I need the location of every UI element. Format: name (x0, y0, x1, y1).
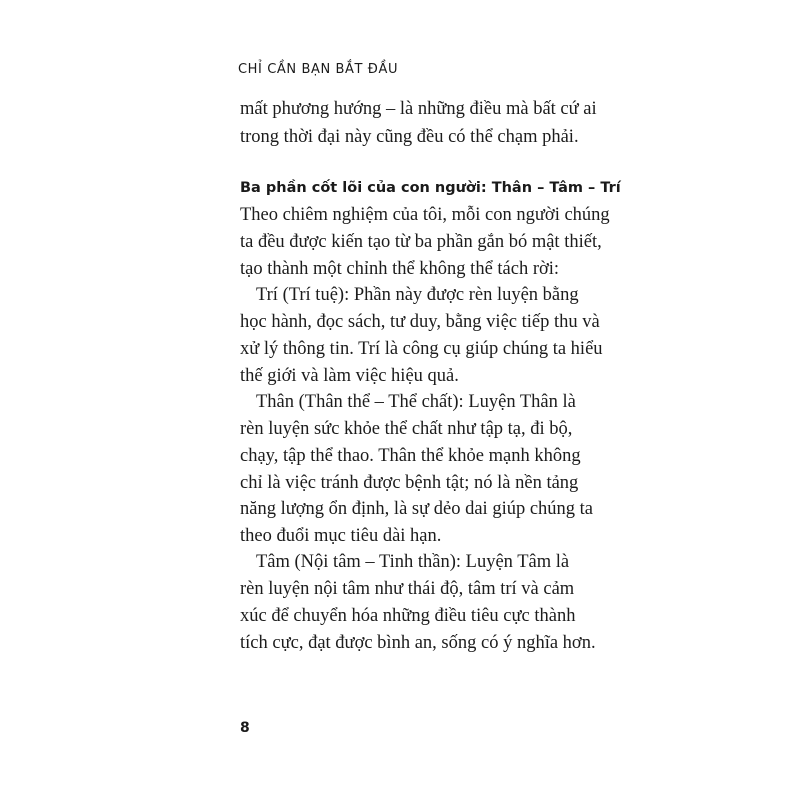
text-line: theo đuổi mục tiêu dài hạn. (240, 526, 442, 546)
section-heading: Ba phần cốt lõi của con người: Thân – Tâm – Trí (240, 180, 621, 196)
text-line: mất phương hướng – là những điều mà bất cứ ai (240, 99, 597, 119)
text-line: rèn luyện sức khỏe thể chất như tập tạ, đi bộ, (240, 419, 573, 439)
text-line: xử lý thông tin. Trí là công cụ giúp chúng ta hiểu (240, 339, 603, 359)
text-line: Trí (Trí tuệ): Phần này được rèn luyện bằng (256, 285, 579, 305)
text-line: xúc để chuyển hóa những điều tiêu cực thành (240, 606, 576, 626)
text-line: thế giới và làm việc hiệu quả. (240, 366, 459, 386)
running-head: CHỈ CẦN BẠN BẮT ĐẦU (238, 62, 399, 77)
text-line: tích cực, đạt được bình an, sống có ý nghĩa hơn. (240, 633, 596, 653)
text-line: rèn luyện nội tâm như thái độ, tâm trí và cảm (240, 579, 575, 599)
text-line: trong thời đại này cũng đều có thể chạm phải. (240, 127, 579, 147)
text-line: chỉ là việc tránh được bệnh tật; nó là nền tảng (240, 473, 579, 493)
text-line: chạy, tập thể thao. Thân thể khỏe mạnh không (240, 446, 581, 466)
text-line: tạo thành một chỉnh thể không thể tách rời: (240, 259, 560, 279)
text-line: năng lượng ổn định, là sự dẻo dai giúp chúng ta (240, 499, 594, 519)
text-line: Theo chiêm nghiệm của tôi, mỗi con người chúng (240, 205, 610, 225)
text-line: Thân (Thân thể – Thể chất): Luyện Thân là (256, 392, 576, 412)
text-line: học hành, đọc sách, tư duy, bằng việc tiếp thu và (240, 312, 600, 332)
page-number: 8 (240, 720, 250, 736)
text-line: ta đều được kiến tạo từ ba phần gắn bó mật thiết, (240, 232, 602, 252)
text-line: Tâm (Nội tâm – Tinh thần): Luyện Tâm là (256, 552, 570, 572)
